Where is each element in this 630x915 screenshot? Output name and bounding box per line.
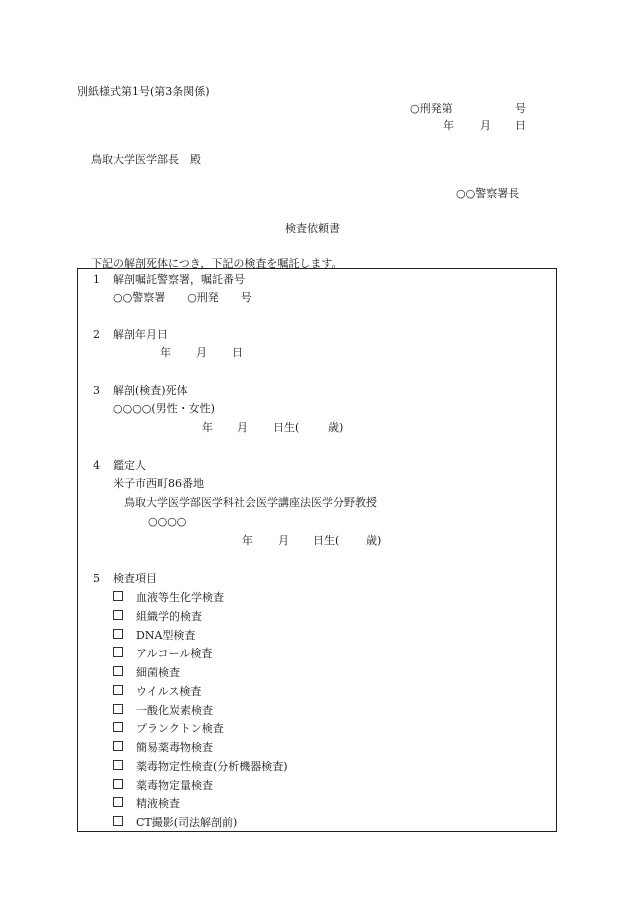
- test-item-label: 組織学的検査: [136, 610, 202, 623]
- test-item-label: アルコール検査: [136, 647, 213, 660]
- test-item: [113, 779, 213, 791]
- checkbox[interactable]: [113, 666, 123, 676]
- intro-text: 下記の解剖死体につき，下記の検査を嘱託します。: [91, 257, 343, 270]
- test-item: [113, 741, 213, 753]
- reference-number-prefix: ○刑発第: [410, 102, 453, 115]
- section-5-number: 5: [93, 572, 100, 585]
- test-item-label: 薬毒物定量検査: [136, 779, 213, 792]
- checkbox[interactable]: [113, 760, 123, 770]
- document-title: 検査依頼書: [285, 222, 340, 235]
- section-3-number: 3: [93, 384, 100, 397]
- test-item-label: 簡易薬毒物検査: [136, 741, 213, 754]
- section-4-birth-month: 月: [278, 534, 289, 547]
- test-item: [113, 591, 224, 603]
- sender: ○○警察署長: [456, 187, 520, 200]
- test-item: [113, 647, 212, 659]
- test-item-label: CT撮影(司法解剖前): [136, 816, 238, 829]
- test-item-label: 細菌検査: [136, 666, 180, 679]
- test-item: [113, 797, 180, 809]
- section-3-subject: ○○○○(男性・女性): [113, 402, 215, 415]
- section-1-line: ○○警察署 ○刑発 号: [113, 291, 252, 304]
- section-4-birth-year: 年: [242, 534, 253, 547]
- section-4-birth-day: 日生(: [313, 534, 340, 547]
- test-item-label: プランクトン検査: [136, 722, 224, 735]
- checkbox[interactable]: [113, 610, 123, 620]
- section-4-age: 歳): [366, 534, 382, 547]
- examiner-address: 米子市西町86番地: [113, 477, 204, 490]
- section-2-day: 日: [232, 346, 243, 359]
- checkbox[interactable]: [113, 797, 123, 807]
- checkbox[interactable]: [113, 629, 123, 639]
- test-item-label: 薬毒物定性検査(分析機器検査): [136, 760, 288, 773]
- section-4-heading: 鑑定人: [113, 459, 146, 472]
- test-item: [113, 610, 202, 622]
- section-2-number: 2: [93, 328, 100, 341]
- form-label: 別紙様式第1号(第3条関係): [77, 85, 210, 98]
- test-item: [113, 760, 288, 772]
- test-item-label: 一酸化炭素検査: [136, 704, 213, 717]
- checkbox[interactable]: [113, 722, 123, 732]
- checkbox[interactable]: [113, 704, 123, 714]
- section-3-heading: 解剖(検査)死体: [113, 384, 188, 397]
- test-item: [113, 816, 237, 828]
- checkbox[interactable]: [113, 741, 123, 751]
- section-3-birth-day: 日生(: [273, 421, 300, 434]
- section-3-age: 歳): [328, 421, 344, 434]
- date-month-label: 月: [480, 119, 491, 132]
- test-item: [113, 629, 195, 641]
- test-item-label: 血液等生化学検査: [136, 591, 224, 604]
- section-2-heading: 解剖年月日: [113, 328, 168, 341]
- checkbox[interactable]: [113, 816, 123, 826]
- examiner-name: ○○○○: [148, 515, 187, 528]
- test-item-label: DNA型検査: [136, 629, 196, 642]
- section-5-heading: 検査項目: [113, 572, 157, 585]
- checkbox[interactable]: [113, 779, 123, 789]
- test-item-label: 精液検査: [136, 797, 180, 810]
- test-item-label: ウイルス検査: [136, 685, 202, 698]
- date-year-label: 年: [443, 119, 454, 132]
- test-item: [113, 704, 213, 716]
- examiner-affiliation: 鳥取大学医学部医学科社会医学講座法医学分野教授: [124, 496, 377, 509]
- section-3-birth-year: 年: [202, 421, 213, 434]
- reference-number-suffix: 号: [515, 102, 526, 115]
- test-item: [113, 666, 180, 678]
- section-1-heading: 解剖嘱託警察署，嘱託番号: [113, 273, 245, 286]
- checkbox[interactable]: [113, 685, 123, 695]
- date-day-label: 日: [515, 119, 526, 132]
- checkbox[interactable]: [113, 647, 123, 657]
- section-3-birth-month: 月: [237, 421, 248, 434]
- section-4-number: 4: [93, 459, 100, 472]
- addressee: 鳥取大学医学部長 殿: [91, 153, 201, 166]
- section-2-year: 年: [160, 346, 171, 359]
- test-item: [113, 685, 201, 697]
- section-1-number: 1: [93, 273, 100, 286]
- section-2-month: 月: [196, 346, 207, 359]
- checkbox[interactable]: [113, 591, 123, 601]
- test-item: [113, 722, 224, 734]
